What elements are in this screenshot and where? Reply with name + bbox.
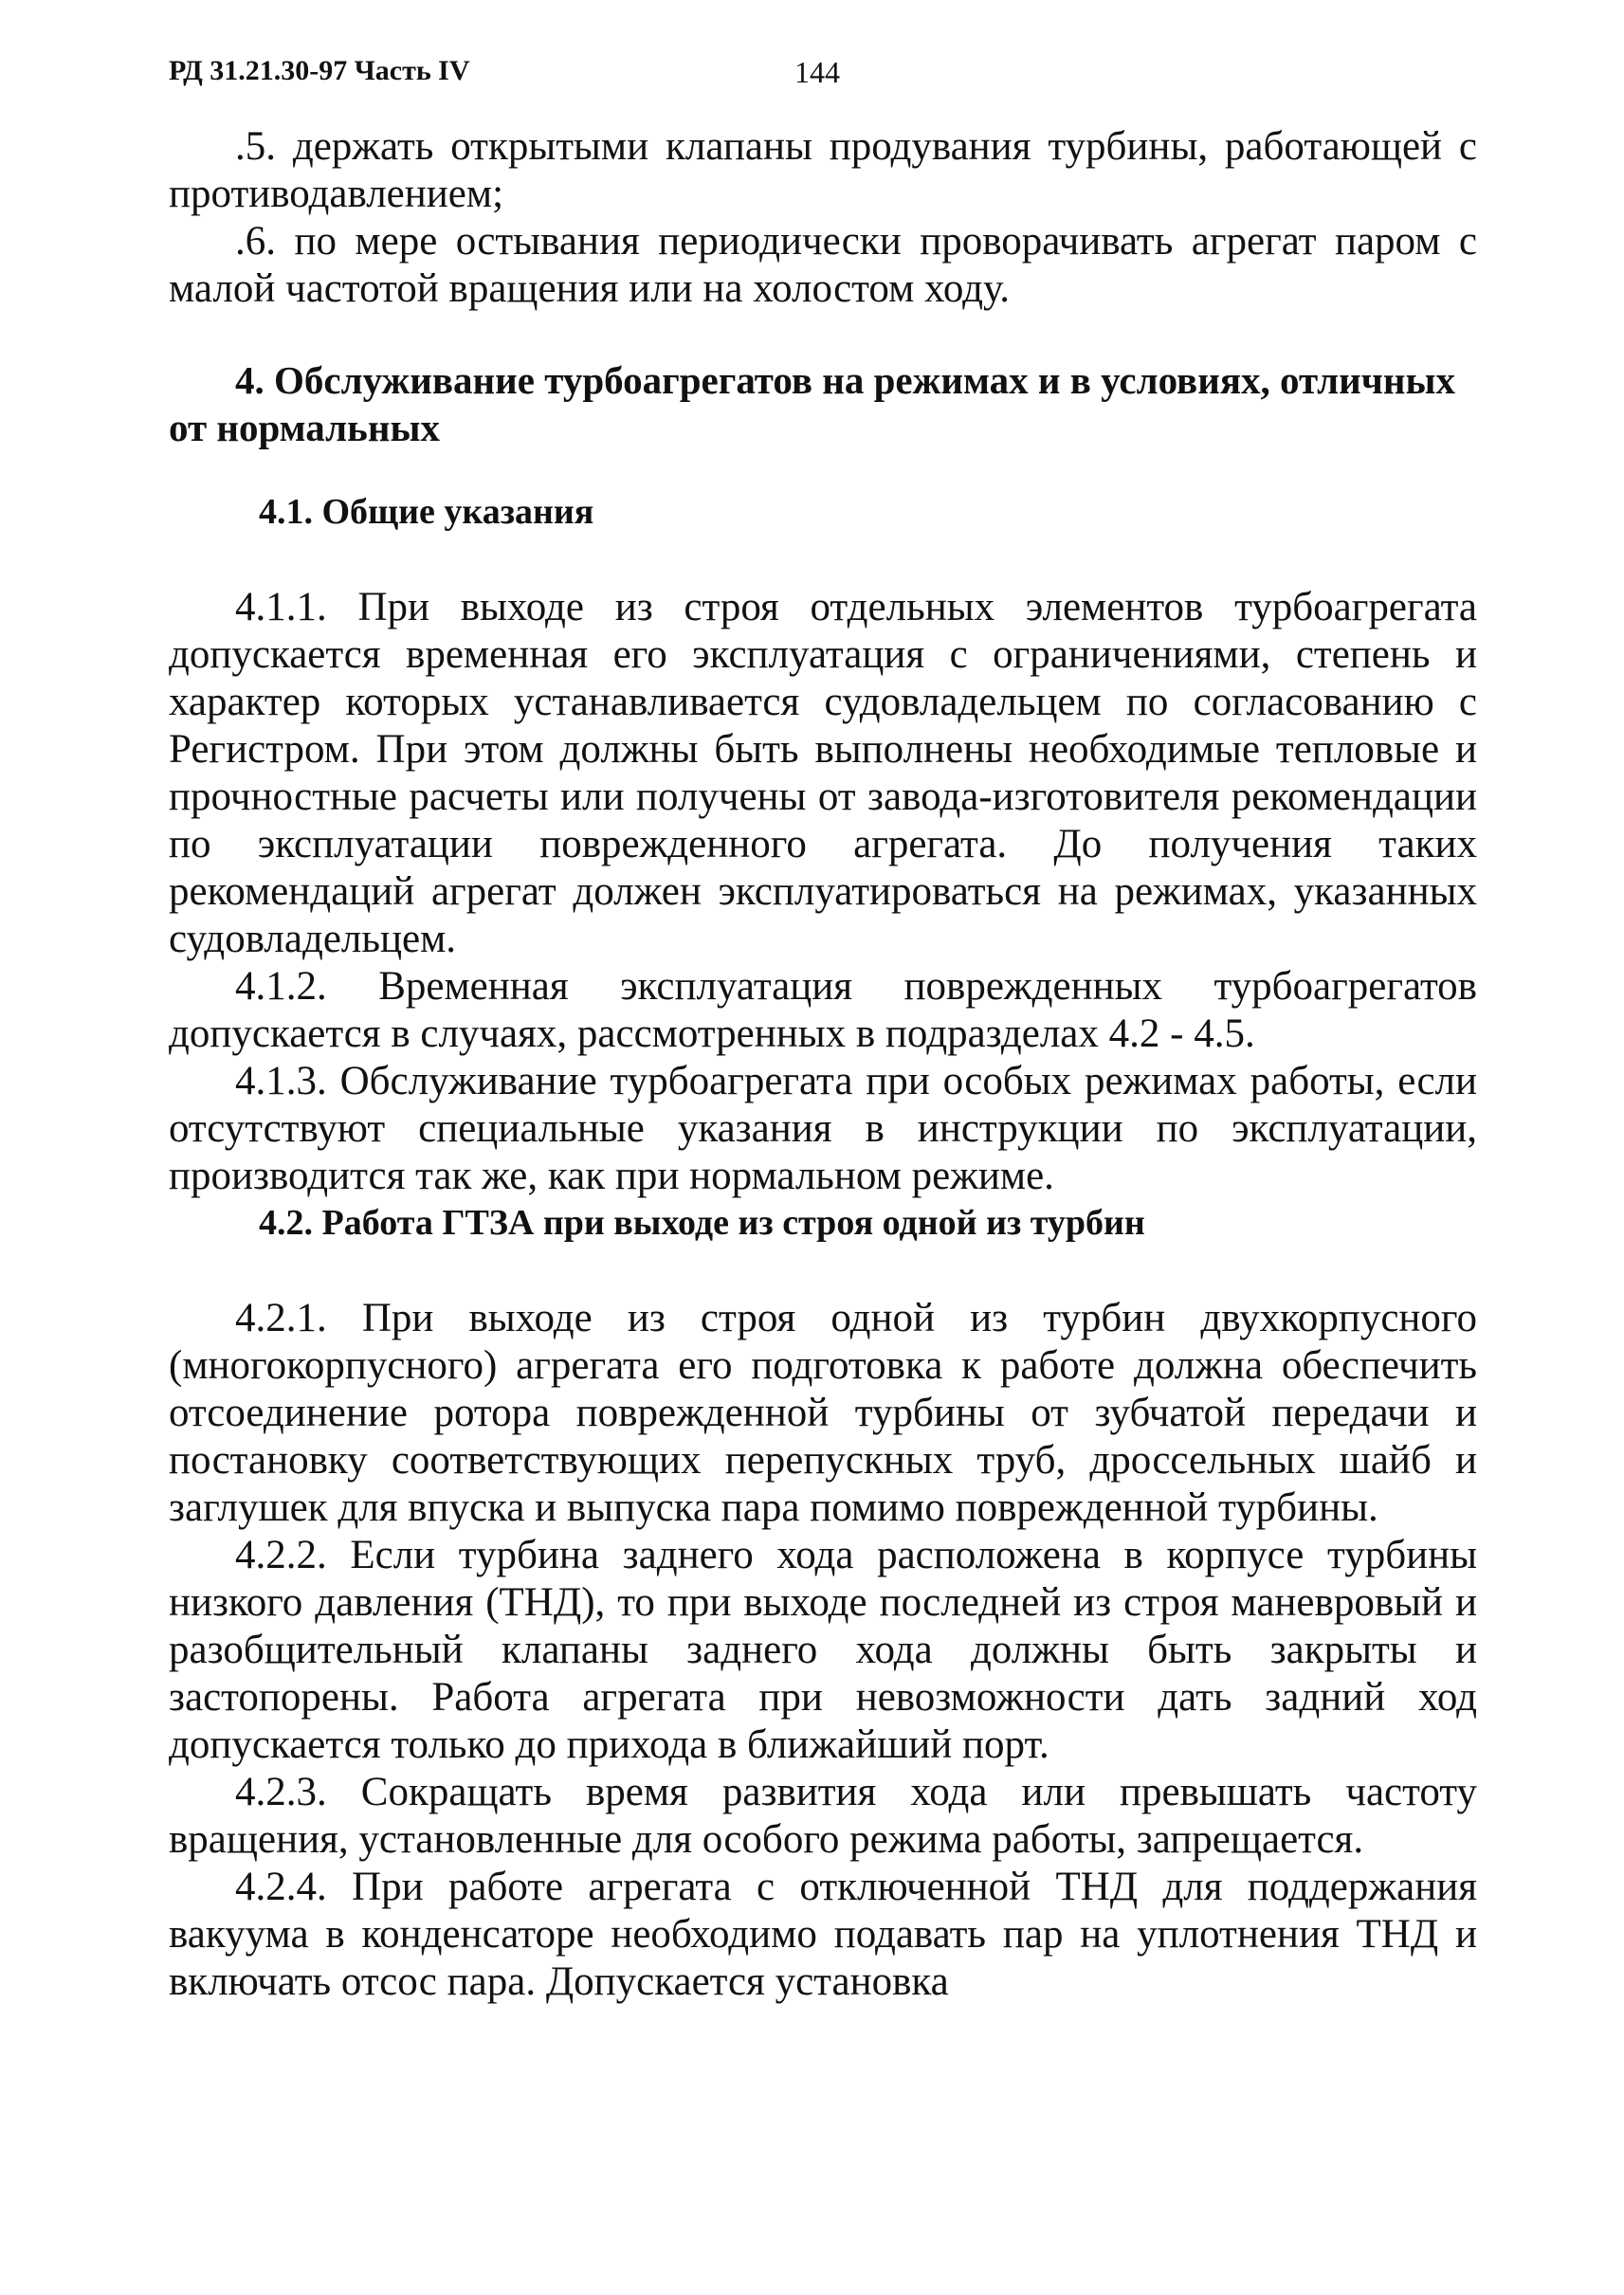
section-4-heading: 4. Обслуживание турбоагрегатов на режимах и в условиях, отличных от нормальных: [169, 358, 1455, 449]
subsection-4-2-heading: 4.2. Работа ГТЗА при выходе из строя одной из турбин: [259, 1203, 1145, 1243]
document-reference: РД 31.21.30-97 Часть IV: [169, 55, 470, 86]
paragraph-item-6: .6. по мере остывания периодически проворачивать агрегат паром с малой частотой вращения или на холостом ходу.: [169, 219, 1477, 311]
document-body: [169, 123, 1477, 2006]
page-number: 144: [794, 55, 840, 89]
paragraph-4-2-3: 4.2.3. Сокращать время развития хода или превышать частоту вращения, установленные для особого режима работы, запрещается.: [169, 1770, 1477, 1862]
paragraph-item-5: .5. держать открытыми клапаны продувания турбины, работающей с противодавлением;: [169, 124, 1477, 216]
subsection-4-1-heading: 4.1. Общие указания: [259, 492, 594, 532]
paragraph-4-1-3: 4.1.3. Обслуживание турбоагрегата при особых режимах работы, если отсутствуют специальные указания в инструкции по эксплуатации, производится так же, как при нормальном режиме.: [169, 1059, 1477, 1198]
paragraph-4-2-2: 4.2.2. Если турбина заднего хода расположена в корпусе турбины низкого давления (ТНД), то при выходе последней из строя маневровый и разобщительный клапаны заднего хода должны быть закрыты и застопорены. Работа агрегата при невозможности дать задний ход допускается только до прихода в ближайший порт.: [169, 1533, 1477, 1767]
running-header: [169, 55, 1477, 93]
paragraph-4-1-2: 4.1.2. Временная эксплуатация поврежденных турбоагрегатов допускается в случаях, рассмотренных в подразделах 4.2 - 4.5.: [169, 964, 1477, 1056]
paragraph-4-2-4: 4.2.4. При работе агрегата с отключенной ТНД для поддержания вакуума в конденсаторе необходимо подавать пар на уплотнения ТНД и включать отсос пара. Допускается установка: [169, 1865, 1477, 2004]
paragraph-4-1-1: 4.1.1. При выходе из строя отдельных элементов турбоагрегата допускается временная его эксплуатация с ограничениями, степень и характер которых устанавливается судовладельцем по согласованию с Регистром. При этом должны быть выполнены необходимые тепловые и прочностные расчеты или получены от завода-изготовителя рекомендации по эксплуатации поврежденного агрегата. До получения таких рекомендаций агрегат должен эксплуатироваться на режимах, указанных судовладельцем.: [169, 585, 1477, 961]
paragraph-4-2-1: 4.2.1. При выходе из строя одной из турбин двухкорпусного (многокорпусного) агрегата его подготовка к работе должна обеспечить отсоединение ротора поврежденной турбины от зубчатой передачи и постановку соответствующих перепускных труб, дроссельных шайб и заглушек для впуска и выпуска пара помимо поврежденной турбины.: [169, 1296, 1477, 1530]
